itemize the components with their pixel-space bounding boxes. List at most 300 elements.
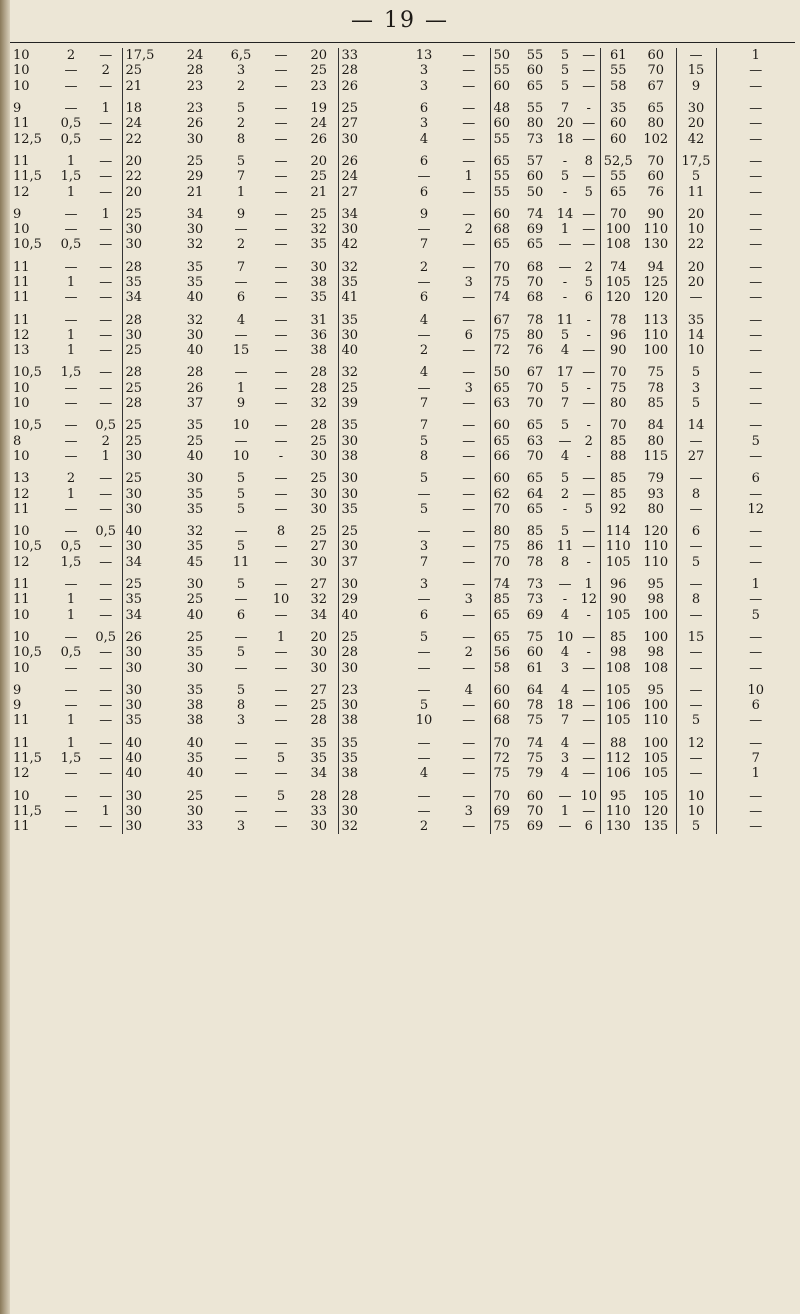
table-cell: 100 — [643, 343, 669, 359]
table-cell: 21 — [122, 79, 170, 94]
table-cell: 60 — [526, 788, 544, 804]
table-cell: 38 — [338, 449, 400, 464]
table-cell: — — [417, 645, 431, 661]
table-cell: 10 — [716, 683, 795, 698]
table-cell: 9 — [13, 682, 22, 698]
table-cell: - — [586, 380, 591, 396]
table-cell: 5 — [560, 63, 570, 79]
table-cell: 45 — [186, 554, 204, 570]
table-cell: 75 — [490, 275, 518, 290]
table-cell: — — [676, 608, 716, 623]
table-cell: 8 — [584, 153, 593, 169]
table-cell: - — [562, 501, 568, 517]
table-cell: 11 — [556, 312, 574, 328]
table-cell: 28 — [186, 365, 204, 381]
table-cell: 34 — [338, 207, 400, 222]
table-cell: 5 — [560, 471, 570, 487]
table-cell: — — [99, 788, 113, 804]
table-cell: 5 — [236, 501, 246, 517]
table-cell: 35 — [338, 736, 400, 751]
table-cell: — — [234, 788, 248, 804]
table-cell: 7 — [419, 237, 429, 253]
table-cell: 11,5 — [13, 169, 42, 185]
table-cell: 4 — [560, 448, 570, 464]
table-cell: 6 — [464, 327, 473, 343]
table-cell: — — [582, 629, 596, 645]
table-cell: 4 — [560, 735, 570, 751]
table-cell: 90 — [600, 592, 636, 607]
table-cell: 1 — [236, 184, 246, 200]
table-cell: 95 — [600, 788, 636, 803]
table-row — [10, 736, 795, 751]
table-cell: 24 — [186, 48, 204, 64]
table-cell: 7 — [560, 713, 570, 729]
table-cell: — — [234, 751, 248, 767]
table-cell: — — [462, 788, 476, 804]
table-cell: 72 — [490, 751, 518, 766]
table-cell: 5 — [676, 713, 716, 728]
table-cell: 2 — [584, 259, 593, 275]
table-cell: — — [64, 259, 78, 275]
table-cell: — — [462, 713, 476, 729]
table-cell: 25 — [122, 381, 170, 396]
table-cell: 35 — [186, 645, 204, 661]
table-cell: 34 — [122, 608, 170, 623]
table-cell: 40 — [186, 343, 204, 359]
table-cell: — — [558, 237, 572, 253]
table-row — [10, 396, 795, 411]
table-cell: 6 — [419, 290, 429, 306]
table-cell: 2 — [236, 78, 246, 94]
table-cell: — — [64, 803, 78, 819]
table-cell: 9 — [676, 79, 716, 94]
table-cell: 8 — [276, 524, 286, 540]
table-cell: — — [274, 539, 288, 555]
table-cell: 94 — [647, 259, 665, 275]
table-cell: 30 — [338, 471, 400, 486]
table-cell: — — [417, 788, 431, 804]
table-cell: 2 — [101, 63, 110, 79]
table-cell: 105 — [600, 555, 636, 570]
table-cell: 3 — [464, 275, 473, 290]
table-cell: 30 — [186, 660, 204, 676]
table-cell: 0,5 — [95, 524, 117, 540]
table-cell: — — [462, 101, 476, 117]
table-cell: — — [274, 698, 288, 714]
table-cell: 96 — [600, 328, 636, 343]
table-cell: 65 — [526, 471, 544, 487]
table-cell: 4 — [560, 343, 570, 359]
table-cell: 17,5 — [676, 154, 716, 169]
table-cell: 105 — [643, 766, 669, 782]
table-cell: 40 — [338, 608, 400, 623]
table-cell: 6 — [419, 101, 429, 117]
table-cell: 23 — [338, 683, 400, 698]
table-cell: 26 — [338, 154, 400, 169]
table-cell: 5 — [236, 645, 246, 661]
table-cell: — — [274, 365, 288, 381]
table-cell: 38 — [338, 713, 400, 728]
table-cell: 5 — [560, 380, 570, 396]
table-row — [10, 698, 795, 713]
table-cell: 70 — [490, 788, 518, 803]
table-cell: 28 — [122, 312, 170, 327]
table-cell: 30 — [310, 259, 328, 275]
table-cell: 35 — [186, 682, 204, 698]
table-cell: — — [99, 312, 113, 328]
table-cell: — — [99, 486, 113, 502]
table-cell: 30 — [122, 660, 170, 675]
table-cell: — — [99, 153, 113, 169]
table-cell: 20 — [310, 629, 328, 645]
table-cell: 1 — [66, 184, 76, 200]
table-cell: 35 — [186, 275, 204, 290]
table-cell: 30 — [310, 448, 328, 464]
table-cell: 85 — [490, 592, 518, 607]
table-cell: - — [586, 554, 591, 570]
table-cell: 30 — [338, 660, 400, 675]
table-cell: 14 — [676, 328, 716, 343]
table-cell: 35 — [310, 237, 328, 253]
table-cell: 102 — [643, 131, 669, 147]
table-cell: — — [274, 713, 288, 729]
table-cell: — — [274, 184, 288, 200]
table-cell: 38 — [310, 343, 328, 359]
table-cell: 100 — [643, 607, 669, 623]
table-cell: 69 — [526, 222, 544, 238]
table-cell: 36 — [310, 327, 328, 343]
table-cell: 1 — [66, 486, 76, 502]
table-cell: — — [716, 275, 795, 290]
table-cell: — — [582, 539, 596, 555]
table-cell: 40 — [338, 343, 400, 358]
table-row — [10, 502, 795, 517]
table-cell: — — [716, 184, 795, 199]
table-cell: 75 — [600, 381, 636, 396]
table-cell: 20 — [122, 184, 170, 199]
table-cell: — — [582, 803, 596, 819]
table-cell: — — [234, 592, 248, 608]
table-cell: 12 — [13, 327, 30, 343]
table-cell: 70 — [526, 396, 544, 412]
group-spacer — [10, 729, 795, 736]
table-cell: 32 — [338, 819, 400, 834]
table-cell: — — [462, 629, 476, 645]
table-cell: 62 — [490, 486, 518, 501]
table-cell: — — [99, 735, 113, 751]
table-cell: — — [99, 751, 113, 767]
table-cell: — — [274, 131, 288, 147]
table-cell: 5 — [560, 48, 570, 64]
table-cell: 25 — [122, 418, 170, 433]
table-row — [10, 524, 795, 539]
table-cell: 6,5 — [230, 48, 252, 64]
table-cell: 32 — [310, 222, 328, 238]
table-cell: 34 — [310, 766, 328, 782]
table-cell: — — [417, 682, 431, 698]
table-cell: 30 — [122, 328, 170, 343]
table-row — [10, 290, 795, 305]
table-cell: 1 — [66, 275, 76, 290]
table-cell: 28 — [122, 260, 170, 275]
table-cell: 10 — [13, 788, 30, 804]
table-cell: 10 — [13, 396, 30, 412]
table-cell: 13 — [13, 471, 30, 487]
table-cell: 60 — [647, 169, 665, 185]
table-cell: — — [274, 660, 288, 676]
table-cell: 32 — [186, 524, 204, 540]
table-cell: — — [582, 682, 596, 698]
table-cell: — — [274, 48, 288, 64]
table-cell: 70 — [490, 736, 518, 751]
table-cell: — — [99, 222, 113, 238]
table-cell: 70 — [526, 803, 544, 819]
table-cell: 38 — [310, 275, 328, 290]
table-cell: — — [582, 365, 596, 381]
table-cell: — — [716, 449, 795, 464]
table-cell: — — [462, 48, 476, 64]
table-cell: 114 — [600, 524, 636, 539]
table-row — [10, 660, 795, 675]
table-cell: 80 — [647, 501, 665, 517]
table-row — [10, 343, 795, 358]
table-cell: — — [99, 577, 113, 593]
table-cell: — — [64, 660, 78, 676]
table-cell: 6 — [716, 698, 795, 713]
table-cell: — — [716, 592, 795, 607]
table-cell: 125 — [643, 275, 669, 290]
table-cell: 58 — [490, 660, 518, 675]
table-cell: 74 — [526, 206, 544, 222]
table-cell: 38 — [338, 766, 400, 781]
table-cell: 67 — [490, 312, 518, 327]
data-table — [10, 48, 795, 834]
table-cell: 1 — [560, 222, 570, 238]
table-cell: — — [274, 169, 288, 185]
table-cell: — — [676, 502, 716, 517]
table-cell: 20 — [676, 116, 716, 131]
table-cell: - — [586, 607, 591, 623]
table-cell: 24 — [338, 169, 400, 184]
table-cell: 48 — [490, 101, 518, 116]
table-cell: — — [64, 63, 78, 79]
table-cell: 25 — [310, 471, 328, 487]
table-cell: 10 — [232, 448, 250, 464]
table-cell: 78 — [526, 554, 544, 570]
table-cell: 11 — [13, 153, 30, 169]
table-cell: 30 — [122, 683, 170, 698]
table-cell: 10,5 — [13, 418, 42, 434]
table-cell: — — [274, 343, 288, 359]
table-cell: 6 — [419, 153, 429, 169]
table-cell: 7 — [716, 751, 795, 766]
table-cell: 8 — [676, 592, 716, 607]
table-cell: 25 — [310, 206, 328, 222]
table-row — [10, 645, 795, 660]
table-cell: 3 — [464, 592, 473, 608]
table-row — [10, 819, 795, 834]
table-cell: 74 — [526, 735, 544, 751]
table-cell: 8 — [560, 554, 570, 570]
table-cell: 11 — [676, 184, 716, 199]
table-cell: 3 — [236, 713, 246, 729]
table-cell: — — [417, 486, 431, 502]
table-cell: — — [558, 577, 572, 593]
table-cell: - — [562, 153, 568, 169]
table-cell: 35 — [338, 418, 400, 433]
table-cell: 60 — [490, 418, 518, 433]
table-cell: — — [64, 380, 78, 396]
table-cell: — — [274, 819, 288, 835]
table-cell: 28 — [186, 63, 204, 79]
table-cell: — — [716, 116, 795, 131]
table-cell: — — [462, 471, 476, 487]
table-cell: 28 — [122, 365, 170, 380]
table-cell: 5 — [236, 539, 246, 555]
table-cell: 5 — [419, 471, 429, 487]
table-cell: — — [582, 206, 596, 222]
table-cell: 100 — [643, 629, 669, 645]
table-cell: 96 — [600, 577, 636, 592]
table-cell: 1 — [66, 735, 76, 751]
table-cell: 6 — [584, 290, 593, 306]
table-cell: 120 — [600, 290, 636, 305]
table-cell: 6 — [419, 607, 429, 623]
table-cell: 25 — [310, 698, 328, 714]
table-cell: 28 — [310, 418, 328, 434]
table-cell: 41 — [338, 290, 400, 305]
table-cell: 4 — [419, 365, 429, 381]
table-cell: — — [234, 524, 248, 540]
table-cell: 32 — [310, 396, 328, 412]
table-cell: 10,5 — [13, 539, 42, 555]
table-cell: 35 — [338, 751, 400, 766]
table-cell: 1 — [276, 629, 286, 645]
table-cell: 105 — [600, 713, 636, 728]
group-spacer — [10, 358, 795, 365]
table-cell: 4 — [419, 766, 429, 782]
table-cell: 25 — [122, 577, 170, 592]
table-cell: 3 — [560, 660, 570, 676]
table-cell: 17 — [556, 365, 574, 381]
table-cell: 10 — [676, 788, 716, 803]
table-cell: 1 — [66, 343, 76, 359]
table-cell: 70 — [490, 555, 518, 570]
table-cell: 35 — [122, 592, 170, 607]
table-cell: 40 — [186, 448, 204, 464]
table-cell: — — [582, 396, 596, 412]
table-cell: 32 — [338, 260, 400, 275]
table-cell: 0,5 — [95, 629, 117, 645]
table-cell: — — [716, 312, 795, 327]
table-cell: 7 — [419, 418, 429, 434]
table-cell: 20 — [310, 153, 328, 169]
table-cell: 110 — [643, 554, 669, 570]
table-cell: 1 — [66, 607, 76, 623]
table-cell: 106 — [600, 766, 636, 781]
table-cell: 112 — [600, 751, 636, 766]
table-cell: 110 — [643, 327, 669, 343]
table-cell: — — [462, 206, 476, 222]
table-cell: — — [417, 735, 431, 751]
table-cell: 32 — [186, 312, 204, 328]
table-cell: — — [64, 698, 78, 714]
table-cell: — — [274, 153, 288, 169]
table-cell: — — [274, 486, 288, 502]
table-cell: — — [234, 660, 248, 676]
table-cell: — — [99, 48, 113, 64]
table-cell: 1,5 — [60, 365, 82, 381]
table-cell: 5 — [236, 682, 246, 698]
table-cell: 35 — [186, 259, 204, 275]
table-cell: 1 — [66, 592, 76, 608]
table-cell: 5 — [716, 434, 795, 449]
table-cell: 26 — [186, 380, 204, 396]
table-cell: 20 — [676, 260, 716, 275]
table-cell: 70 — [647, 63, 665, 79]
table-cell: 65 — [526, 501, 544, 517]
table-cell: — — [417, 275, 431, 290]
table-cell: — — [676, 577, 716, 592]
table-cell: — — [274, 803, 288, 819]
table-cell: 25 — [122, 471, 170, 486]
table-cell: 73 — [526, 592, 544, 608]
table-cell: 30 — [310, 645, 328, 661]
table-cell: 30 — [338, 539, 400, 554]
table-cell: 4 — [560, 766, 570, 782]
table-cell: 2 — [419, 343, 429, 359]
table-cell: 30 — [186, 803, 204, 819]
table-cell: 95 — [647, 577, 665, 593]
table-cell: 11 — [13, 116, 30, 132]
table-cell: — — [99, 554, 113, 570]
table-cell: 35 — [676, 312, 716, 327]
table-cell: 110 — [643, 222, 669, 238]
table-cell: 6 — [236, 607, 246, 623]
table-cell: - — [562, 184, 568, 200]
table-cell: — — [274, 206, 288, 222]
table-cell: 8 — [419, 448, 429, 464]
table-cell: 1 — [716, 48, 795, 63]
table-cell: — — [676, 698, 716, 713]
table-cell: 0,5 — [95, 418, 117, 434]
table-cell: 76 — [647, 184, 665, 200]
table-cell: 1 — [66, 153, 76, 169]
table-cell: — — [64, 788, 78, 804]
table-cell: 6 — [584, 819, 593, 835]
table-cell: 55 — [490, 184, 518, 199]
table-cell: - — [562, 592, 568, 608]
table-cell: 38 — [186, 713, 204, 729]
table-cell: 5 — [676, 169, 716, 184]
table-cell: 11 — [13, 819, 30, 835]
table-cell: 88 — [600, 449, 636, 464]
table-cell: — — [234, 365, 248, 381]
table-cell: 35 — [186, 539, 204, 555]
table-row — [10, 48, 795, 63]
table-cell: 70 — [490, 502, 518, 517]
table-cell: 11 — [13, 592, 30, 608]
table-cell: — — [64, 78, 78, 94]
table-cell: — — [274, 327, 288, 343]
table-cell: 79 — [526, 766, 544, 782]
table-cell: 10,5 — [13, 645, 42, 661]
table-cell: — — [582, 131, 596, 147]
table-cell: 12 — [716, 502, 795, 517]
table-cell: - — [562, 290, 568, 306]
table-cell: - — [586, 448, 591, 464]
table-cell: 22 — [122, 131, 170, 146]
